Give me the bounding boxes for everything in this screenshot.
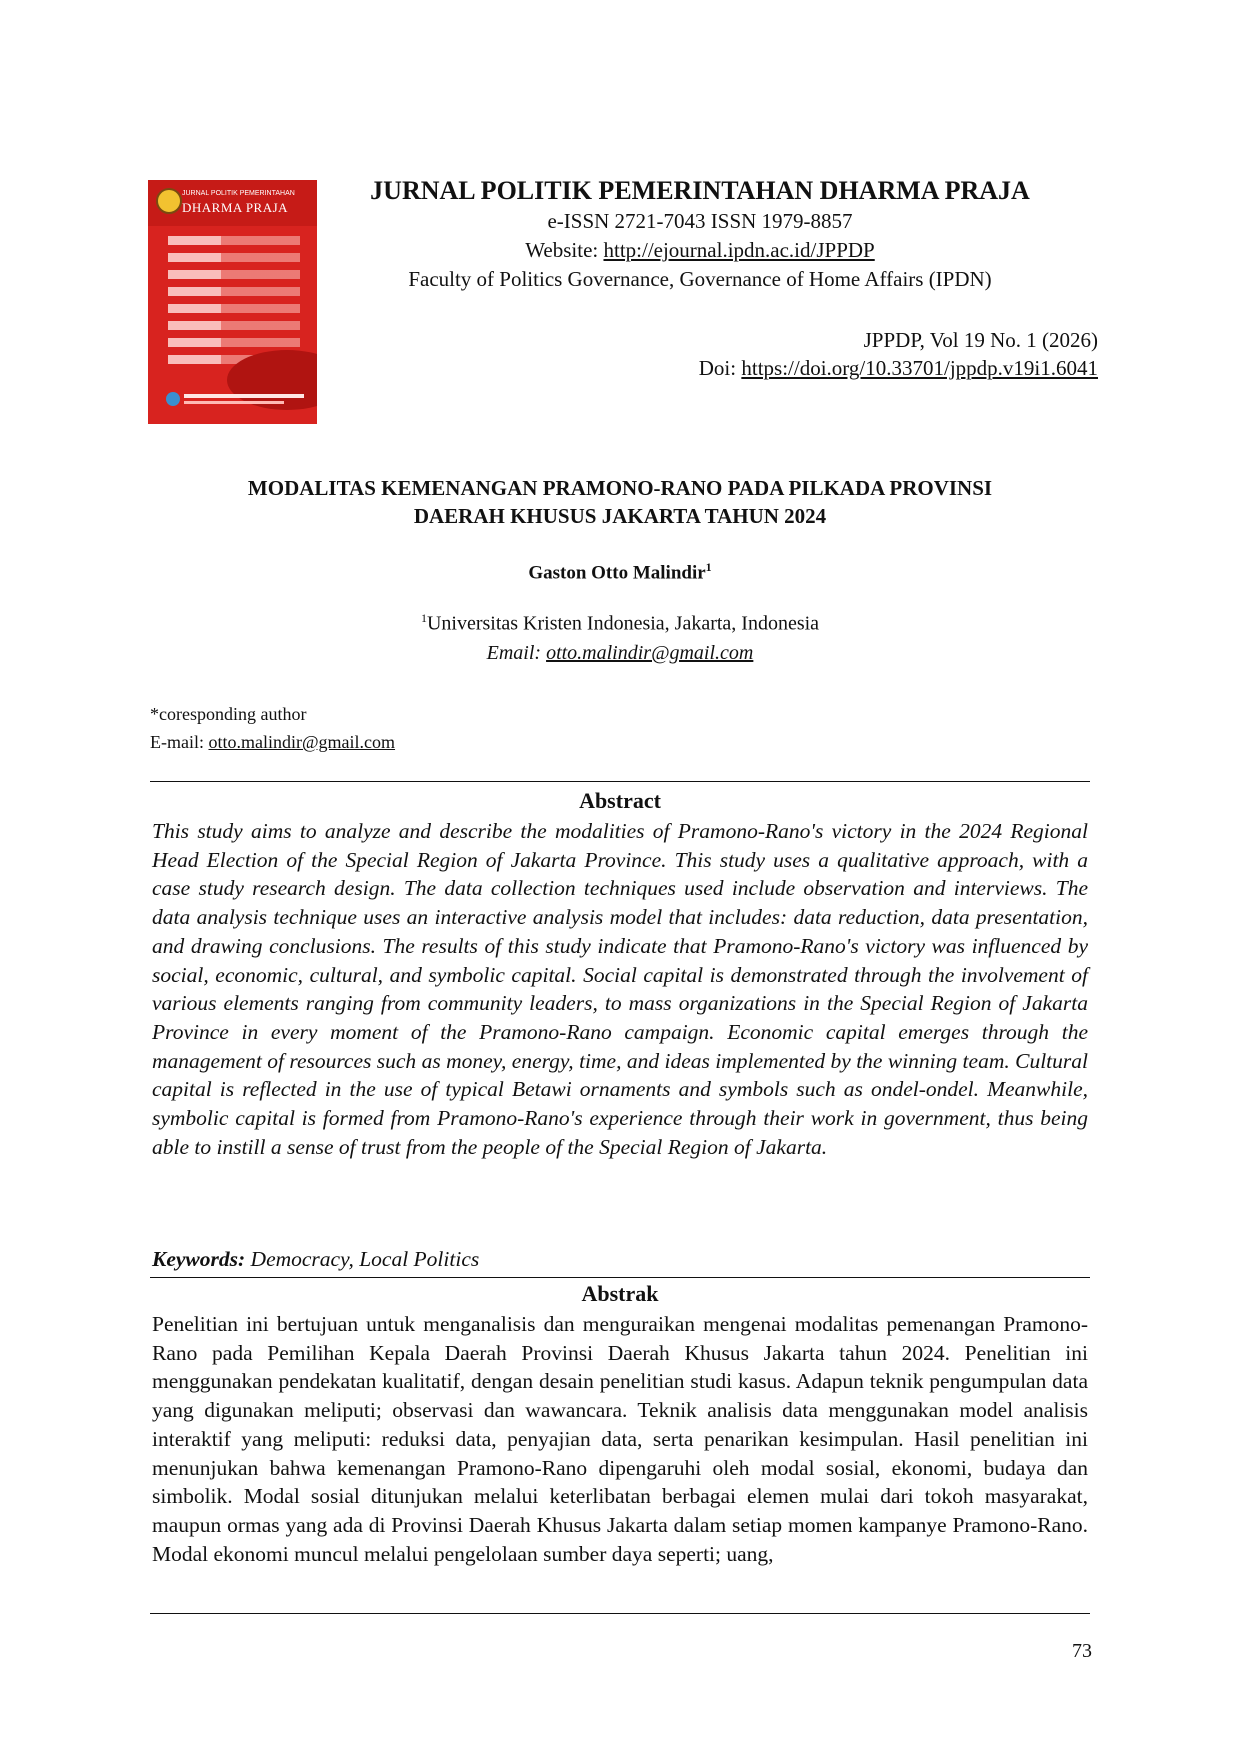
page-number: 73	[1072, 1640, 1092, 1662]
cover-row	[168, 338, 300, 347]
author-name	[150, 560, 1090, 584]
journal-doi	[699, 356, 1098, 381]
keywords-text: Democracy, Local Politics	[245, 1247, 480, 1271]
journal-faculty: Faculty of Politics Governance, Governance of Home Affairs (IPDN)	[408, 267, 992, 291]
corresponding-email	[150, 728, 395, 756]
paper-title	[150, 474, 1090, 530]
author-email	[150, 642, 1090, 665]
cover-row	[168, 253, 300, 262]
abstract-heading: Abstract	[579, 788, 661, 813]
cover-row	[168, 321, 300, 330]
email-link[interactable]: otto.malindir@gmail.com	[546, 642, 754, 664]
abstrak-text: Penelitian ini bertujuan untuk menganalisis dan menguraikan mengenai modalitas pemenangan Pramono-Rano pada Pemilihan Kepala Daerah Provinsi Daerah Khusus Jakarta tahun 2024. Penelitian ini menggunakan pendekatan kualitatif, dengan desain penelitian studi kasus. Adapun teknik pengumpulan data yang digunakan meliputi; observasi dan wawancara. Teknik analisis data menggunakan model analisis interaktif yang meliputi: reduksi data, penyajian data, serta penarikan kesimpulan. Hasil penelitian ini menunjukan bahwa kemenangan Pramono-Rano dipengaruhi oleh modal sosial, ekonomi, budaya dan simbolik. Modal sosial ditunjukan melalui keterlibatan berbagai elemen mulai dari tokoh masyarakat, maupun ormas yang ada di Provinsi Daerah Khusus Jakarta dalam setiap momen kampanye Pramono-Rano. Modal ekonomi muncul melalui pengelolaan sumber daya seperti; uang,	[152, 1312, 1088, 1566]
cover-emblem-icon	[156, 188, 182, 214]
website-link[interactable]: http://ejournal.ipdn.ac.id/JPPDP	[603, 238, 875, 262]
keywords	[152, 1247, 479, 1272]
email-label: Email:	[486, 642, 547, 664]
cover-title-small: JURNAL POLITIK PEMERINTAHAN	[182, 190, 295, 197]
doi-link[interactable]: https://doi.org/10.33701/jppdp.v19i1.6041	[741, 356, 1098, 380]
author-superscript: 1	[705, 560, 712, 574]
affiliation-text: Universitas Kristen Indonesia, Jakarta, Indonesia	[426, 612, 820, 635]
corresponding-author	[150, 700, 395, 756]
divider-middle	[150, 1277, 1090, 1278]
author-affiliation	[150, 611, 1090, 636]
abstrak-heading: Abstrak	[581, 1281, 659, 1306]
author-name-text: Gaston Otto Malindir	[528, 562, 706, 584]
cover-footer-subtext	[184, 401, 284, 404]
cover-title-large: DHARMA PRAJA	[182, 200, 289, 215]
cover-row	[168, 287, 300, 296]
cover-row	[168, 304, 300, 313]
journal-cover-image	[148, 180, 317, 424]
cover-row	[168, 270, 300, 279]
website-label: Website:	[525, 238, 604, 262]
keywords-label: Keywords:	[152, 1247, 246, 1271]
divider-bottom	[150, 1613, 1090, 1614]
paper-title-line: MODALITAS KEMENANGAN PRAMONO-RANO PADA PILKADA PROVINSI	[247, 476, 993, 500]
journal-issn: e-ISSN 2721-7043 ISSN 1979-8857	[547, 209, 853, 233]
journal-volume: JPPDP, Vol 19 No. 1 (2026)	[863, 328, 1098, 352]
cover-row	[168, 236, 300, 245]
corresponding-email-label: E-mail:	[150, 732, 209, 752]
cover-logo-icon	[166, 392, 180, 406]
corresponding-label: *coresponding author	[150, 704, 307, 724]
journal-name: JURNAL POLITIK PEMERINTAHAN DHARMA PRAJA	[370, 176, 1030, 205]
divider-top	[150, 781, 1090, 782]
affiliation-superscript: 1	[420, 611, 427, 625]
abstract-text: This study aims to analyze and describe the modalities of Pramono-Rano's victory in the 2024 Regional Head Election of the Special Region of Jakarta Province. This study uses a qualitative approach, with a case study research design. The data collection techniques used include observation and interviews. The data analysis technique uses an interactive analysis model that includes: data reduction, data presentation, and drawing conclusions. The results of this study indicate that Pramono-Rano's victory was influenced by social, economic, cultural, and symbolic capital. Social capital is demonstrated through the involvement of various elements ranging from community leaders, to mass organizations in the Special Region of Jakarta Province in every moment of the Pramono-Rano campaign. Economic capital emerges through the management of resources such as money, energy, time, and ideas implemented by the winning team. Cultural capital is reflected in the use of typical Betawi ornaments and symbols such as ondel-ondel. Meanwhile, symbolic capital is formed from Pramono-Rano's experience through their work in government, thus being able to instill a sense of trust from the people of the Special Region of Jakarta.	[152, 819, 1088, 1159]
corresponding-email-link[interactable]: otto.malindir@gmail.com	[208, 732, 396, 752]
cover-footer-text	[184, 394, 304, 398]
journal-website	[330, 238, 1070, 263]
doi-label: Doi:	[698, 356, 742, 380]
paper-title-line: DAERAH KHUSUS JAKARTA TAHUN 2024	[413, 504, 827, 528]
